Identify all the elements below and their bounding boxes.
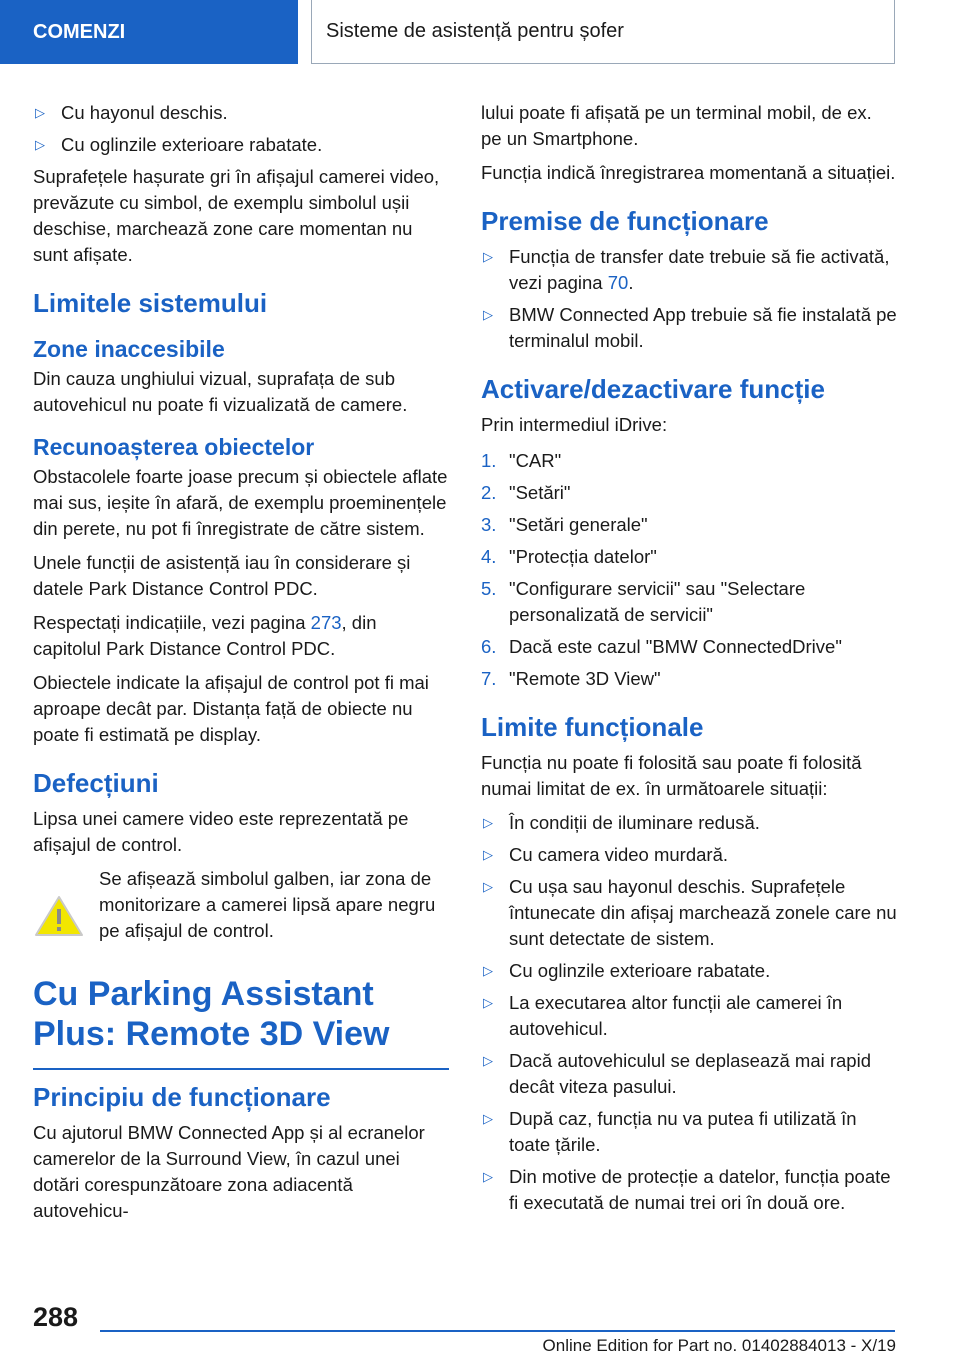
heading-functional-limits: Limite funcționale [481,712,704,742]
heading-principle: Principiu de funcționare [33,1081,331,1112]
list-item: ▷ Cu oglinzile exterioare rabatate. [33,132,449,158]
page-link-273[interactable]: 273 [310,612,342,633]
step-item: 6. Dacă este cazul "BMW ConnectedDrive" [481,636,842,657]
steps-list [481,448,897,692]
triangle-right-icon: ▷ [483,1053,493,1068]
step-item: 7. "Remote 3D View" [481,668,661,689]
paragraph: Funcția nu poate fi folosită sau poate fi folosită numai limitat de ex. în următoarele situații: [481,752,862,799]
list-item: ▷ Funcția de transfer date trebuie să fie activată, vezi pagina 70. [483,246,890,293]
section-tab: COMENZI [0,0,298,64]
triangle-right-icon: ▷ [483,995,493,1010]
paragraph: Unele funcții de asistență iau în considerare și datele Park Distance Control PDC. [33,552,411,599]
paragraph: Cu ajutorul BMW Connected App și al ecranelor camerelor de la Surround View, în cazul unei dotări corespunzătoare zona adiacentă autovehicu- [33,1121,425,1221]
paragraph: lului poate fi afișată pe un terminal mobil, de ex. pe un Smartphone. [481,102,872,149]
page-link-70[interactable]: 70 [607,272,629,293]
list-item: ▷ Cu hayonul deschis. [33,100,449,126]
right-column [481,100,897,1222]
triangle-right-icon: ▷ [483,1169,493,1184]
heading-malfunctions: Defecțiuni [33,768,159,798]
step-item: 3. "Setări generale" [481,514,648,535]
left-column [33,100,449,1232]
heading-remote-3d-view: Cu Parking Assistant Plus: Remote 3D View [33,975,390,1053]
step-item: 4. "Protecția datelor" [481,546,657,567]
paragraph: Funcția indică înregistrarea momentană a situației. [481,162,896,183]
footer-divider [100,1330,895,1332]
paragraph: Obiectele indicate la afișajul de control pot fi mai aproape decât par. Distanța față de obiecte nu poate fi estimată pe display. [33,672,429,745]
triangle-right-icon: ▷ [483,879,493,894]
divider [33,1068,449,1070]
list-item: ▷ După caz, funcția nu va putea fi utilizată în toate țările. [483,1108,857,1155]
warning-note: Se afișează simbolul galben, iar zona de monitorizare a camerei lipsă apare negru pe afișajul de control. [33,866,449,944]
list-item: ▷ Dacă autovehiculul se deplasează mai rapid decât viteza pasului. [483,1050,871,1097]
heading-object-recognition: Recunoașterea obiectelor [33,434,315,460]
step-item: 1. "CAR" [481,450,562,471]
triangle-right-icon: ▷ [483,1111,493,1126]
list-item: ▷ Cu camera video murdară. [481,842,897,868]
triangle-right-icon: ▷ [483,815,493,830]
heading-system-limits: Limitele sistemului [33,288,268,318]
step-item: 5. "Configurare servicii" sau "Selectare personalizată de servicii" [481,578,806,625]
paragraph: Obstacolele foarte joase precum și obiectele aflate mai sus, ieșite în afară, de exemplu proeminențele din perete, nu pot fi înregistrate de către sistem. [33,466,448,539]
triangle-right-icon: ▷ [483,249,493,264]
list-item: ▷ La executarea altor funcții ale camerei în autovehicul. [483,992,843,1039]
list-item: ▷ Cu oglinzile exterioare rabatate. [481,958,897,984]
paragraph: Lipsa unei camere video este reprezentată pe afișajul de control. [33,808,409,855]
triangle-right-icon: ▷ [483,307,493,322]
heading-activate: Activare/dezactivare funcție [481,374,825,404]
triangle-right-icon: ▷ [483,963,493,978]
list-item: ▷ În condiții de iluminare redusă. [481,810,897,836]
step-item: 2. "Setări" [481,482,571,503]
triangle-right-icon: ▷ [483,847,493,862]
paragraph: Prin intermediul iDrive: [481,414,668,435]
paragraph: Respectați indicațiile, vezi pagina 273, din capitolul Park Distance Control PDC. [33,612,377,659]
paragraph: Suprafețele hașurate gri în afișajul camerei video, prevăzute cu simbol, de exemplu simbolul ușii deschise, marchează zone care momentan nu sunt afișate. [33,166,440,265]
list-item: ▷ Cu ușa sau hayonul deschis. Suprafețele întunecate din afișaj marchează zonele care nu sunt detectate de sistem. [483,876,897,949]
chapter-title: Sisteme de asistență pentru șofer [311,0,895,64]
footer-edition: Online Edition for Part no. 01402884013 - X/19 [542,1336,896,1355]
list-item: ▷ Din motive de protecție a datelor, funcția poate fi executată de numai trei ori în două ore. [483,1166,891,1213]
page-number: 288 [33,1302,79,1332]
heading-prerequisites: Premise de funcționare [481,206,769,236]
warning-triangle-icon [33,894,85,938]
list-item: ▷ BMW Connected App trebuie să fie instalată pe terminalul mobil. [483,304,897,351]
triangle-right-icon: ▷ [35,105,45,120]
heading-inaccessible-zones: Zone inaccesibile [33,336,225,362]
paragraph: Din cauza unghiului vizual, suprafața de sub autovehicul nu poate fi vizualizată de camere. [33,368,408,415]
triangle-right-icon: ▷ [35,137,45,152]
